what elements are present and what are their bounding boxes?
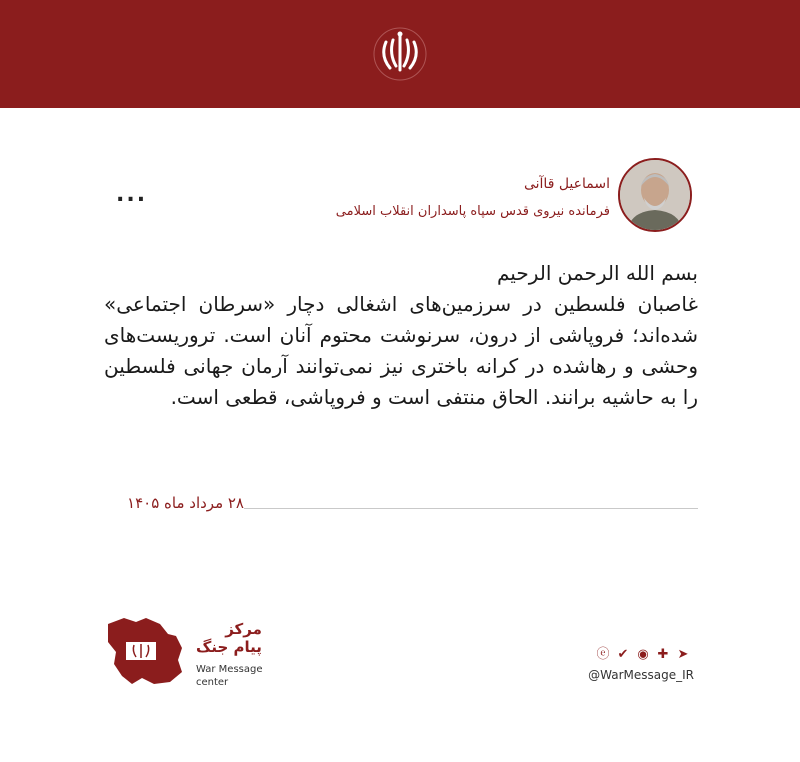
eitaa-icon[interactable]: ⓔ [596, 647, 610, 662]
telegram-icon[interactable]: ➤ [677, 647, 689, 662]
author-avatar[interactable] [618, 158, 692, 232]
post-line-basmala: بسم الله الرحمن الرحیم [496, 261, 698, 285]
rubika-icon[interactable]: ✚ [657, 647, 669, 662]
post-line-content: غاصبان فلسطین در سرزمین‌های اشغالی دچار «سرطان اجتماعی» شده‌اند؛ فروپاشی از درون، سرنوشت محتوم آنان است. تروریست‌های وحشی و رهاشده در کرانه باختری نیز نمی‌توانند آرمان جهانی فلسطین را به حاشیه برانند. الحاق منتفی است و فروپاشی، قطعی است. [104, 292, 698, 409]
brand-en-line1: War Message [196, 664, 263, 675]
brand-english-name [196, 663, 263, 689]
bale-icon[interactable]: ◉ [637, 647, 649, 662]
divider [244, 508, 698, 509]
author-role: فرمانده نیروی قدس سپاه پاسداران انقلاب اسلامی [335, 204, 610, 219]
brand-title [196, 620, 262, 656]
more-options-button[interactable]: ... [116, 182, 148, 207]
brand-title-line1: مرکز [225, 620, 262, 638]
header-bar [0, 0, 800, 108]
brand-title-line2: پیام جنگ [196, 638, 262, 656]
social-links [596, 648, 690, 662]
avatar-photo [620, 160, 690, 230]
author-name[interactable]: اسماعیل قاآنی [523, 176, 610, 192]
check-icon[interactable]: ✔ [617, 647, 629, 662]
iran-map-logo-icon [102, 614, 186, 688]
brand-en-line2: center [196, 677, 229, 688]
post-date: ۲۸ مرداد ماه ۱۴۰۵ [127, 494, 244, 512]
iran-emblem-icon [372, 22, 428, 86]
post-body [104, 258, 698, 413]
social-handle[interactable]: @WarMessage_IR [588, 668, 694, 682]
